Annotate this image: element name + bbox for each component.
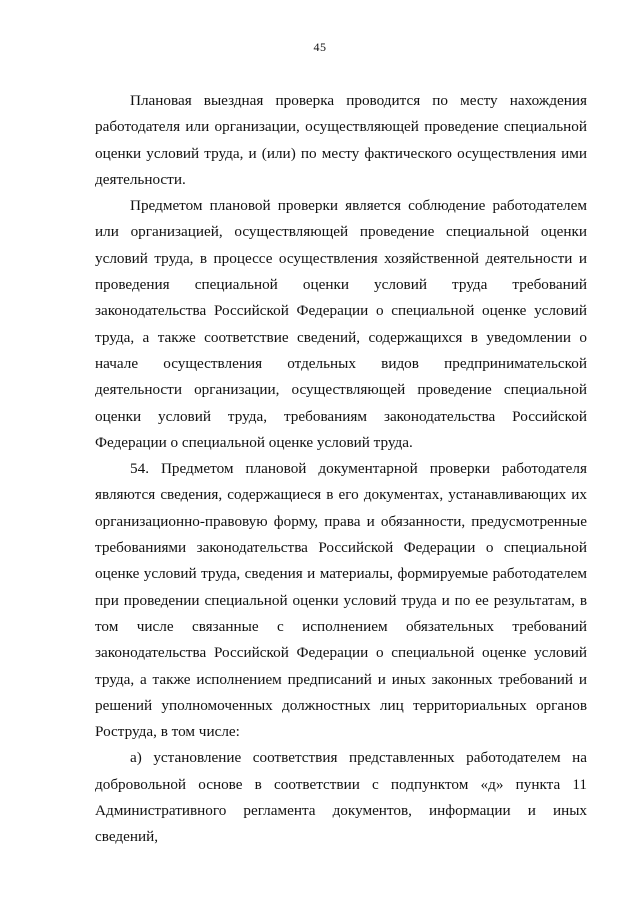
body-text (95, 88, 587, 851)
paragraph-54-documentary-inspection: 54. Предметом плановой документарной проверки работодателя являются сведения, содержащиеся в его документах, устанавливающих их организационно-правовую форму, права и обязанности, предусмотренные требованиями законодательства Российской Федерации о специальной оценке условий труда, сведения и материалы, формируемые работодателем при проведении специальной оценки условий труда и по ее результатам, в том числе связанные с исполнением обязательных требований законодательства Российской Федерации о специальной оценке условий труда, а также исполнением предписаний и иных законных требований и решений уполномоченных должностных лиц территориальных органов Роструда, в том числе: (95, 460, 587, 741)
paragraph-inspection-subject: Предметом плановой проверки является соблюдение работодателем или организацией, осуществляющей проведение специальной оценки условий труда, в процессе осуществления хозяйственной деятельности и проведения специальной оценки условий труда требований законодательства Российской Федерации о специальной оценке условий труда, а также соответствие сведений, содержащихся в уведомлении о начале осуществления отдельных видов предпринимательской деятельности организации, осуществляющей проведение специальной оценки условий труда, требованиям законодательства Российской Федерации о специальной оценке условий труда. (95, 197, 587, 451)
paragraph-subitem-a: а) установление соответствия представленных работодателем на добровольной основе в соответствии с подпунктом «д» пункта 11 Административного регламента документов, информации и иных сведений, (95, 749, 587, 846)
page-number: 45 (313, 40, 327, 54)
paragraph-site-inspection: Плановая выездная проверка проводится по месту нахождения работодателя или организации, осуществляющей проведение специальной оценки условий труда, и (или) по месту фактического осуществления ими деятельности. (95, 92, 587, 188)
